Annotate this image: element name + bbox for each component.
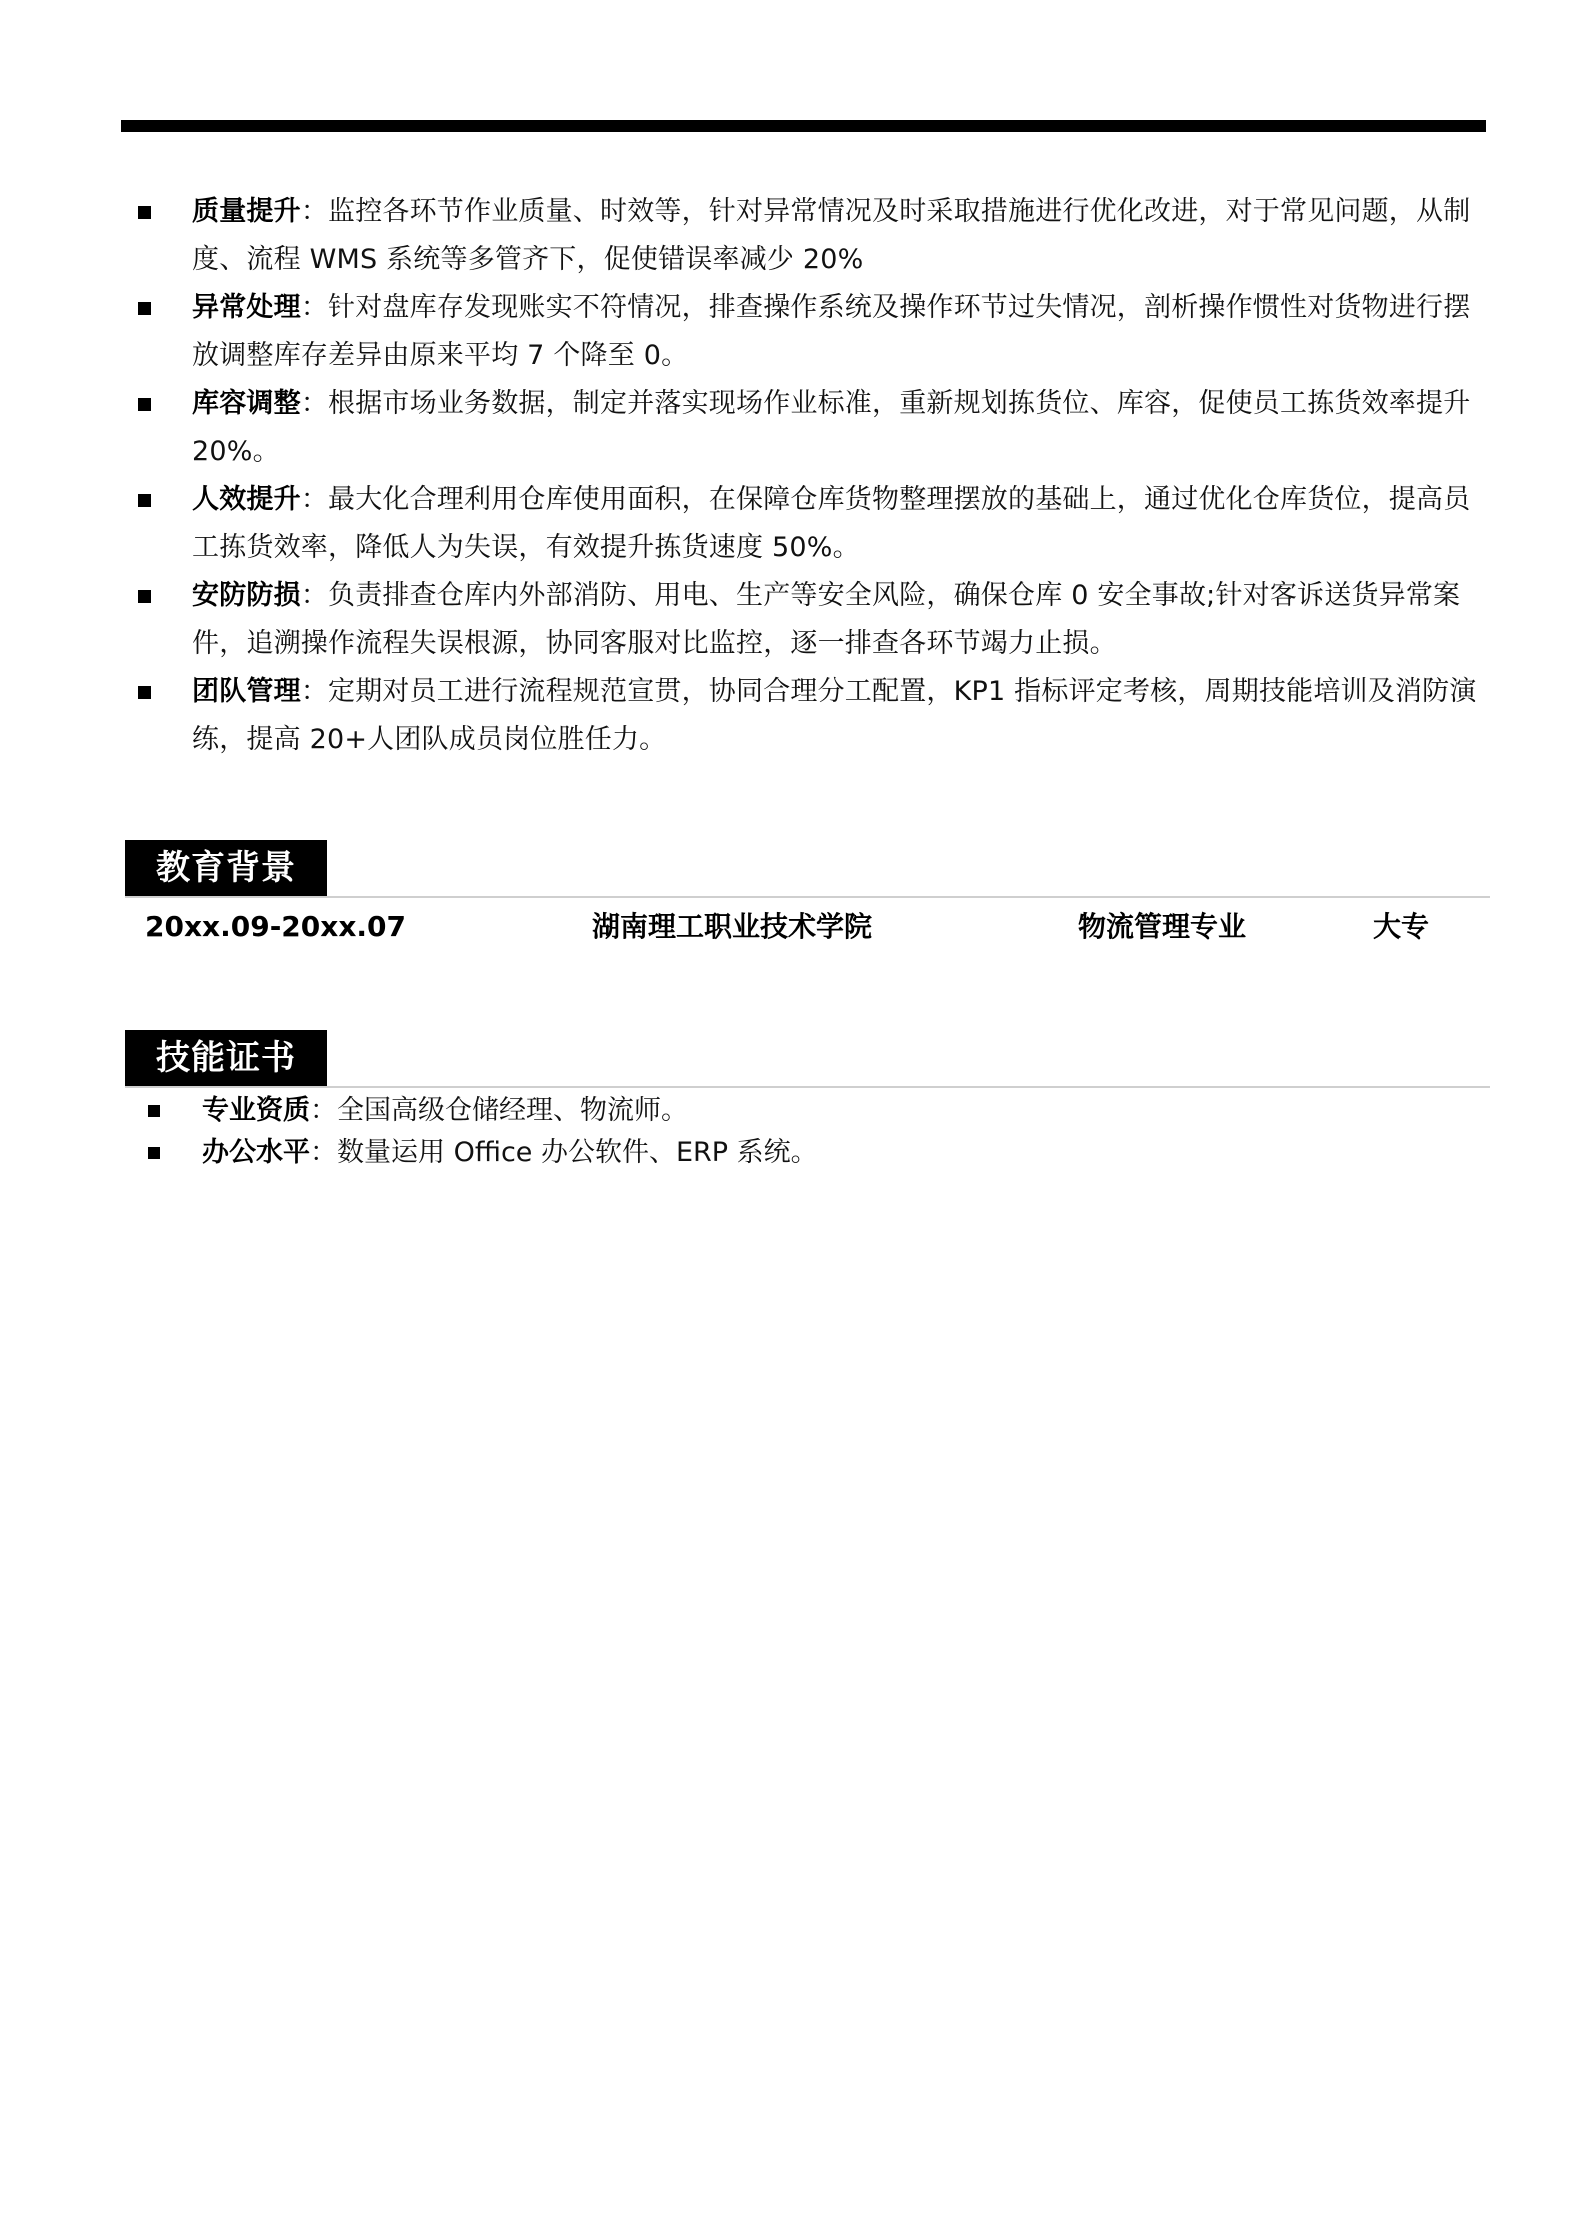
list-item [120,668,1480,764]
item-text: ：最大化合理利用仓库使用面积，在保障仓库货物整理摆放的基础上，通过优化仓库货位，提高员工拣货效率，降低人为失误，有效提升拣货速度 50%。 [192,484,1471,563]
bullet-square-icon [148,1105,160,1117]
item-text: ：全国高级仓储经理、物流师。 [310,1095,688,1126]
bullet-square-icon [138,590,151,603]
bullet-square-icon [138,494,151,507]
bullet-square-icon [138,686,151,699]
education-section-header [125,840,1490,898]
top-rule [121,120,1486,132]
item-keyword: 质量提升 [192,196,301,227]
item-text: ：针对盘库存发现账实不符情况，排查操作系统及操作环节过失情况，剖析操作惯性对货物进行摆放调整库存差异由原来平均 7 个降至 0。 [192,292,1471,371]
list-item [120,380,1480,476]
education-degree: 大专 [1373,910,1430,943]
bullet-square-icon [138,206,151,219]
work-achievements-list [120,188,1480,764]
bullet-square-icon [148,1147,160,1159]
item-keyword: 团队管理 [192,676,301,707]
item-keyword: 办公水平 [202,1137,310,1168]
item-keyword: 安防防损 [192,580,301,611]
item-keyword: 异常处理 [192,292,301,323]
item-text: ：数量运用 Office 办公软件、ERP 系统。 [310,1137,818,1168]
education-major: 物流管理专业 [1078,910,1247,943]
bullet-square-icon [138,398,151,411]
item-keyword: 库容调整 [192,388,301,419]
list-item [130,1090,1430,1132]
list-item [130,1132,1430,1174]
list-item [120,188,1480,284]
section-divider [125,896,1490,898]
item-text: ：定期对员工进行流程规范宣贯，协同合理分工配置，KP1 指标评定考核，周期技能培训及消防演练，提高 20+人团队成员岗位胜任力。 [192,676,1477,755]
skills-section-header [125,1030,1490,1088]
item-text: ：监控各环节作业质量、时效等，针对异常情况及时采取措施进行优化改进，对于常见问题，从制度、流程 WMS 系统等多管齐下，促使错误率减少 20% [192,196,1471,275]
bullet-square-icon [138,302,151,315]
section-divider [125,1086,1490,1088]
list-item [120,476,1480,572]
item-keyword: 人效提升 [192,484,301,515]
item-keyword: 专业资质 [202,1095,310,1126]
item-text: ：根据市场业务数据，制定并落实现场作业标准，重新规划拣货位、库容，促使员工拣货效率提升 20%。 [192,388,1471,467]
education-school: 湖南理工职业技术学院 [592,910,873,943]
education-row [0,905,1580,949]
skills-list [130,1090,1430,1174]
education-period: 20xx.09-20xx.07 [145,910,406,943]
list-item [120,284,1480,380]
list-item [120,572,1480,668]
section-title: 技能证书 [125,1030,327,1086]
item-text: ：负责排查仓库内外部消防、用电、生产等安全风险，确保仓库 0 安全事故;针对客诉送货异常案件，追溯操作流程失误根源，协同客服对比监控，逐一排查各环节竭力止损。 [192,580,1461,659]
section-title: 教育背景 [125,840,327,896]
